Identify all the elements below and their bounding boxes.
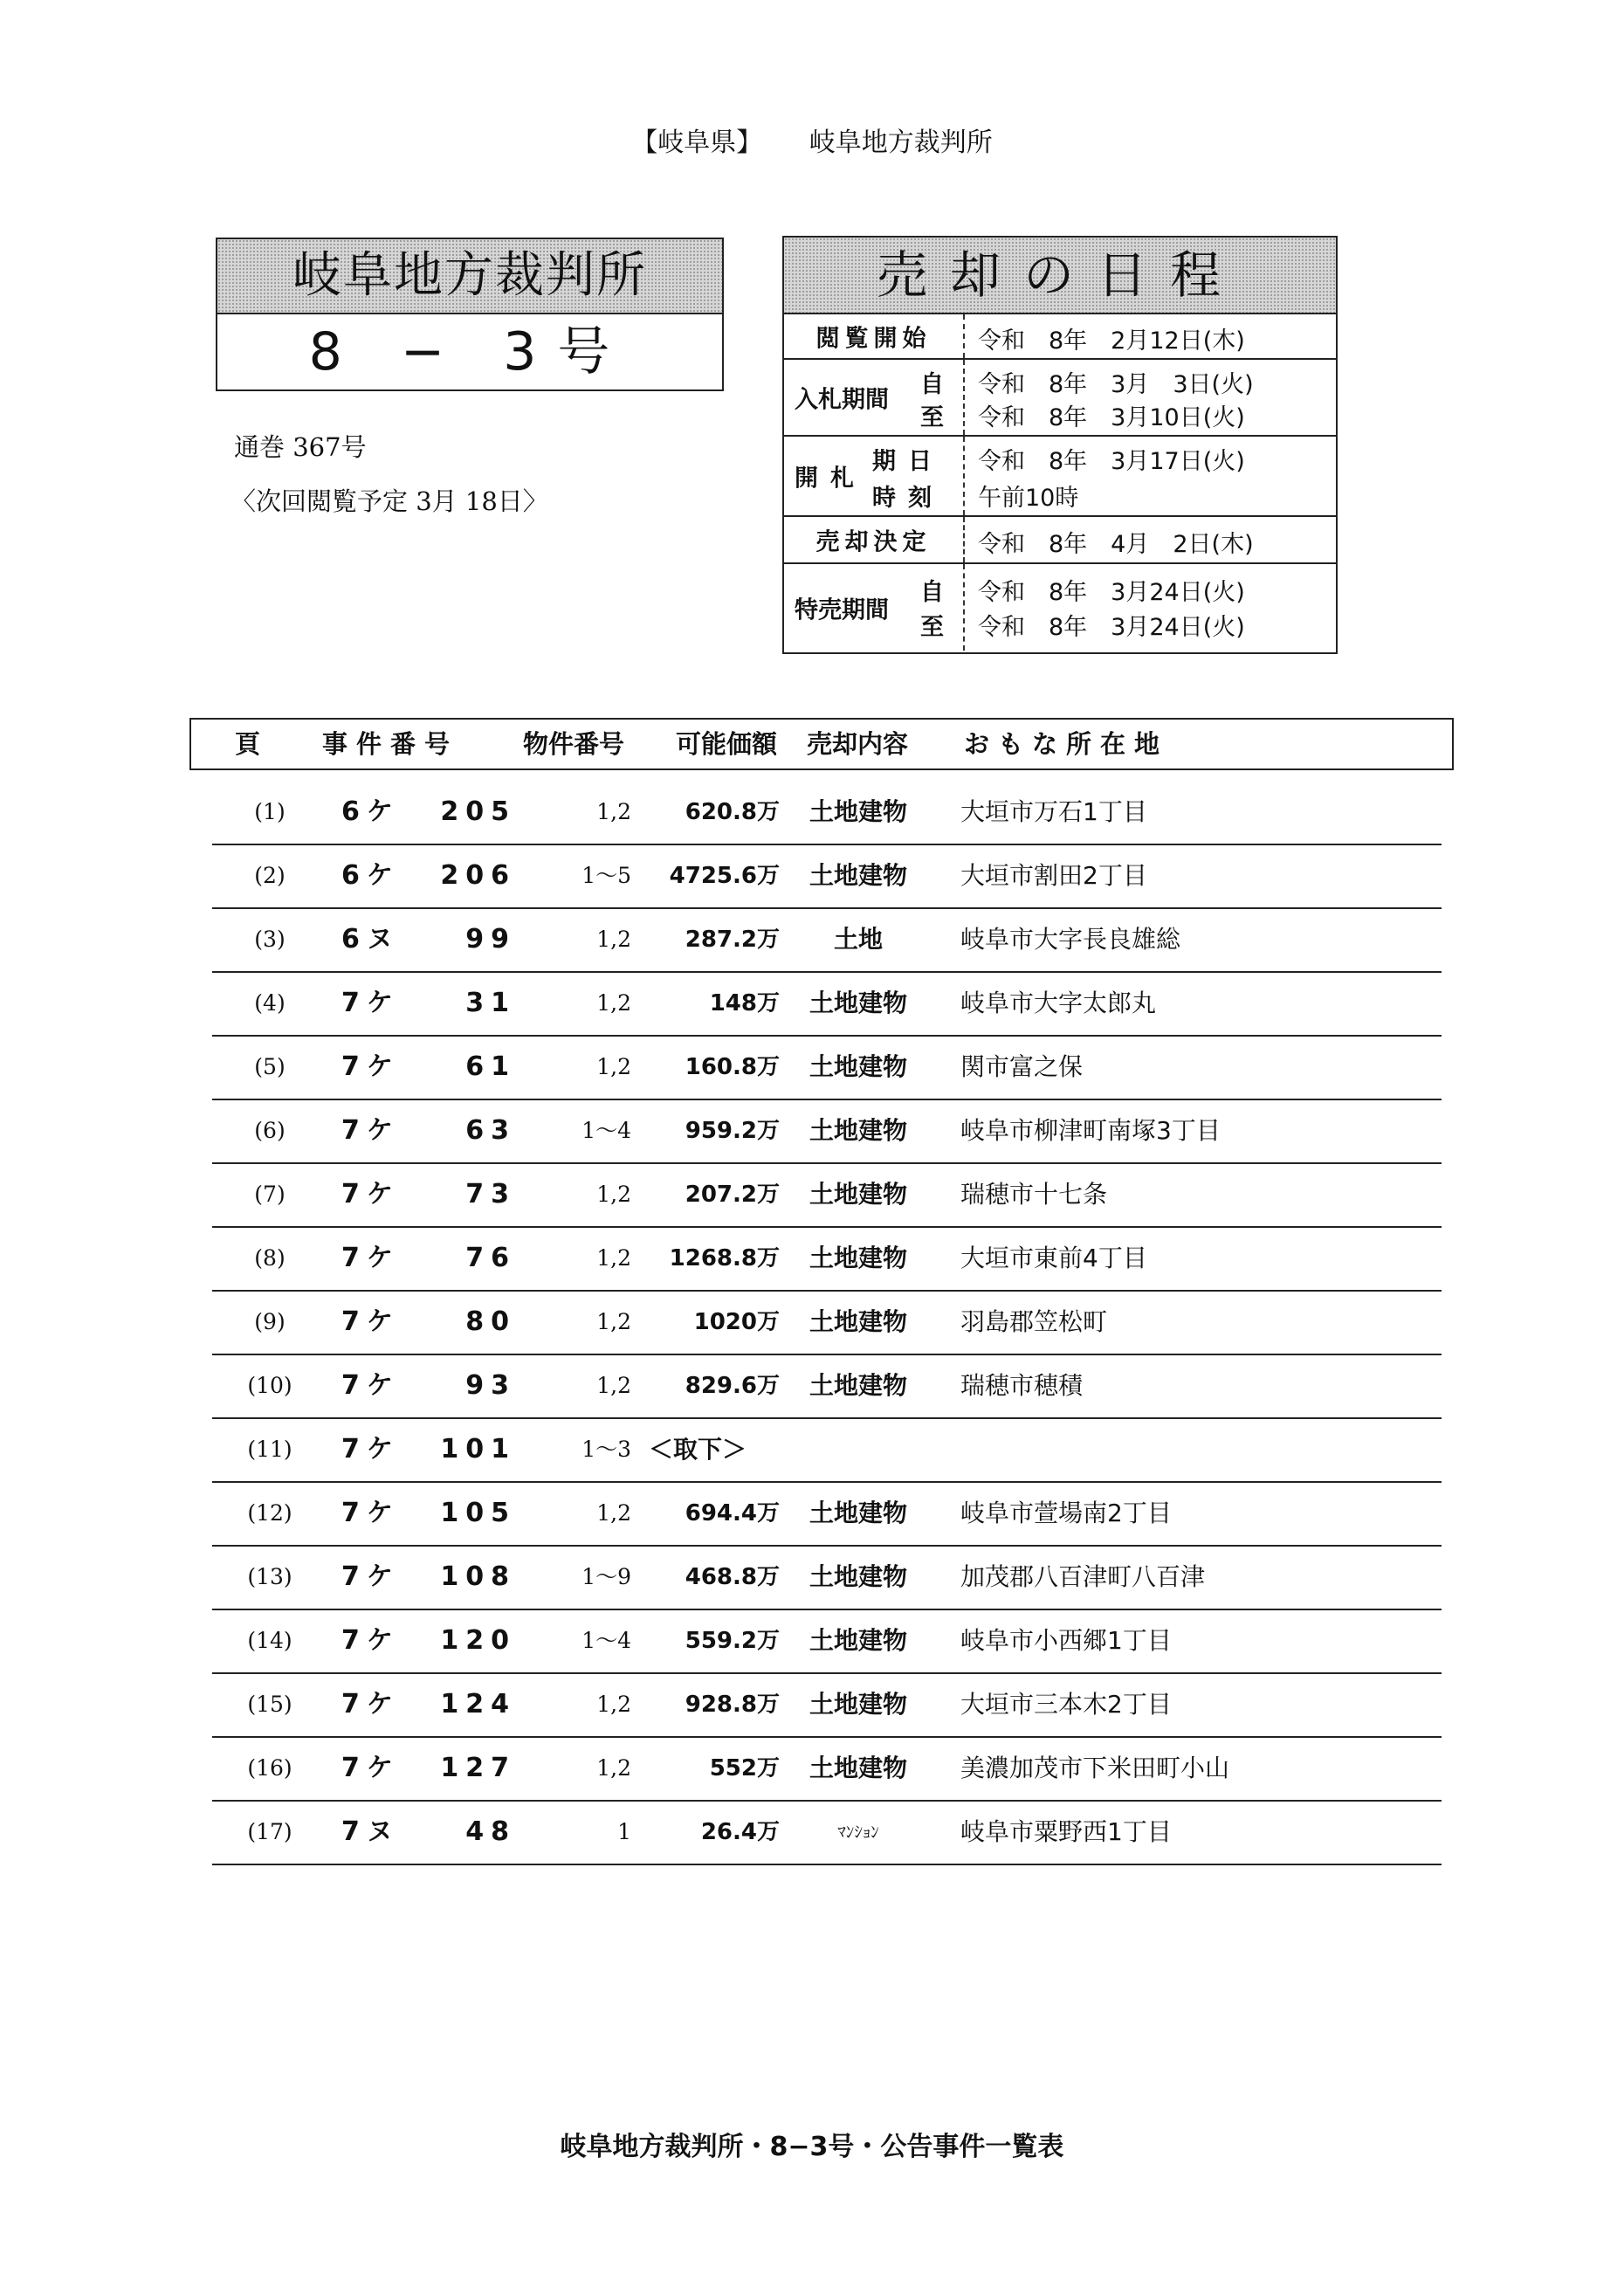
header-page: 頁 bbox=[235, 729, 261, 759]
schedule-row-decision bbox=[784, 517, 1336, 564]
table-row: (16) 7ケ 127 1,2 552万 土地建物 美濃加茂市下米田町小山 bbox=[212, 1737, 1442, 1802]
special-to-value: 令和 8年 3月24日(火) bbox=[978, 614, 1245, 641]
table-row: (12) 7ケ 105 1,2 694.4万 土地建物 岐阜市萱場南2丁目 bbox=[212, 1482, 1442, 1547]
opening-label: 開札 bbox=[795, 465, 866, 493]
opening-time-value: 午前10時 bbox=[978, 485, 1079, 512]
court-box bbox=[216, 238, 724, 391]
volume-number: 通巻 367号 bbox=[234, 432, 367, 462]
table-row-withdrawn: (11) 7ケ 101 1〜3 ＜取下＞ bbox=[212, 1418, 1442, 1483]
header-type: 売却内容 bbox=[807, 729, 909, 759]
special-label: 特売期間 bbox=[795, 596, 889, 624]
table-row: (13) 7ケ 108 1〜9 468.8万 土地建物 加茂郡八百津町八百津 bbox=[212, 1546, 1442, 1610]
schedule-title: 売却の日程 bbox=[784, 238, 1336, 314]
table-row: (5) 7ケ 61 1,2 160.8万 土地建物 関市富之保 bbox=[212, 1036, 1442, 1100]
withdrawn-mark: ＜取下＞ bbox=[649, 1435, 747, 1464]
court-name: 岐阜地方裁判所 bbox=[217, 239, 722, 314]
bid-from-label: 自 bbox=[920, 371, 944, 398]
table-row: (1) 6ケ 205 1,2 620.8万 土地建物 大垣市万石1丁目 bbox=[212, 781, 1442, 845]
bid-label: 入札期間 bbox=[795, 386, 889, 414]
bid-from-value: 令和 8年 3月 3日(火) bbox=[978, 371, 1254, 398]
header-price: 可能価額 bbox=[676, 729, 778, 759]
table-row: (15) 7ケ 124 1,2 928.8万 土地建物 大垣市三本木2丁目 bbox=[212, 1673, 1442, 1738]
decision-value: 令和 8年 4月 2日(木) bbox=[978, 531, 1254, 558]
schedule-row-viewing bbox=[784, 314, 1336, 360]
header-location: おもな所在地 bbox=[964, 729, 1169, 759]
table-row: (14) 7ケ 120 1〜4 559.2万 土地建物 岐阜市小西郷1丁目 bbox=[212, 1609, 1442, 1674]
table-row: (3) 6ヌ 99 1,2 287.2万 土地 岐阜市大字長良雄総 bbox=[212, 908, 1442, 973]
bid-to-label: 至 bbox=[920, 404, 944, 431]
table-row: (6) 7ケ 63 1〜4 959.2万 土地建物 岐阜市柳津町南塚3丁目 bbox=[212, 1099, 1442, 1164]
page-header bbox=[0, 121, 1624, 159]
sale-schedule bbox=[782, 236, 1338, 654]
viewing-value: 令和 8年 2月12日(木) bbox=[978, 327, 1245, 355]
header-case: 事件番号 bbox=[322, 729, 459, 759]
table-header bbox=[189, 718, 1454, 770]
next-viewing-note: 〈次回閲覧予定 3月 18日〉 bbox=[231, 486, 548, 516]
bid-to-value: 令和 8年 3月10日(火) bbox=[978, 404, 1245, 431]
decision-label: 売却決定 bbox=[815, 528, 932, 556]
header-prefecture: 【岐阜県】 bbox=[631, 127, 763, 158]
schedule-row-special bbox=[784, 564, 1336, 651]
opening-date-value: 令和 8年 3月17日(火) bbox=[978, 448, 1245, 475]
issue-number: 8 − 3号 bbox=[308, 321, 631, 382]
table-row: (9) 7ケ 80 1,2 1020万 土地建物 羽島郡笠松町 bbox=[212, 1291, 1442, 1355]
special-from-value: 令和 8年 3月24日(火) bbox=[978, 579, 1245, 606]
table-row: (7) 7ケ 73 1,2 207.2万 土地建物 瑞穂市十七条 bbox=[212, 1163, 1442, 1228]
special-to-label: 至 bbox=[920, 614, 944, 641]
header-court: 岐阜地方裁判所 bbox=[809, 127, 993, 158]
viewing-label: 閲覧開始 bbox=[815, 325, 932, 353]
opening-date-label: 期日 bbox=[872, 448, 944, 475]
schedule-row-opening bbox=[784, 437, 1336, 517]
table-row: (4) 7ケ 31 1,2 148万 土地建物 岐阜市大字太郎丸 bbox=[212, 972, 1442, 1037]
schedule-row-bid bbox=[784, 360, 1336, 437]
page-footer: 岐阜地方裁判所・8−3号・公告事件一覧表 bbox=[560, 2132, 1064, 2162]
table-row: (2) 6ケ 206 1〜5 4725.6万 土地建物 大垣市割田2丁目 bbox=[212, 844, 1442, 909]
table-row: (8) 7ケ 76 1,2 1268.8万 土地建物 大垣市東前4丁目 bbox=[212, 1227, 1442, 1292]
header-object: 物件番号 bbox=[523, 729, 625, 759]
table-row: (17) 7ヌ 48 1 26.4万 ﾏﾝｼｮﾝ 岐阜市粟野西1丁目 bbox=[212, 1801, 1442, 1865]
table-row: (10) 7ケ 93 1,2 829.6万 土地建物 瑞穂市穂積 bbox=[212, 1354, 1442, 1419]
special-from-label: 自 bbox=[920, 579, 944, 606]
opening-time-label: 時刻 bbox=[872, 485, 944, 512]
